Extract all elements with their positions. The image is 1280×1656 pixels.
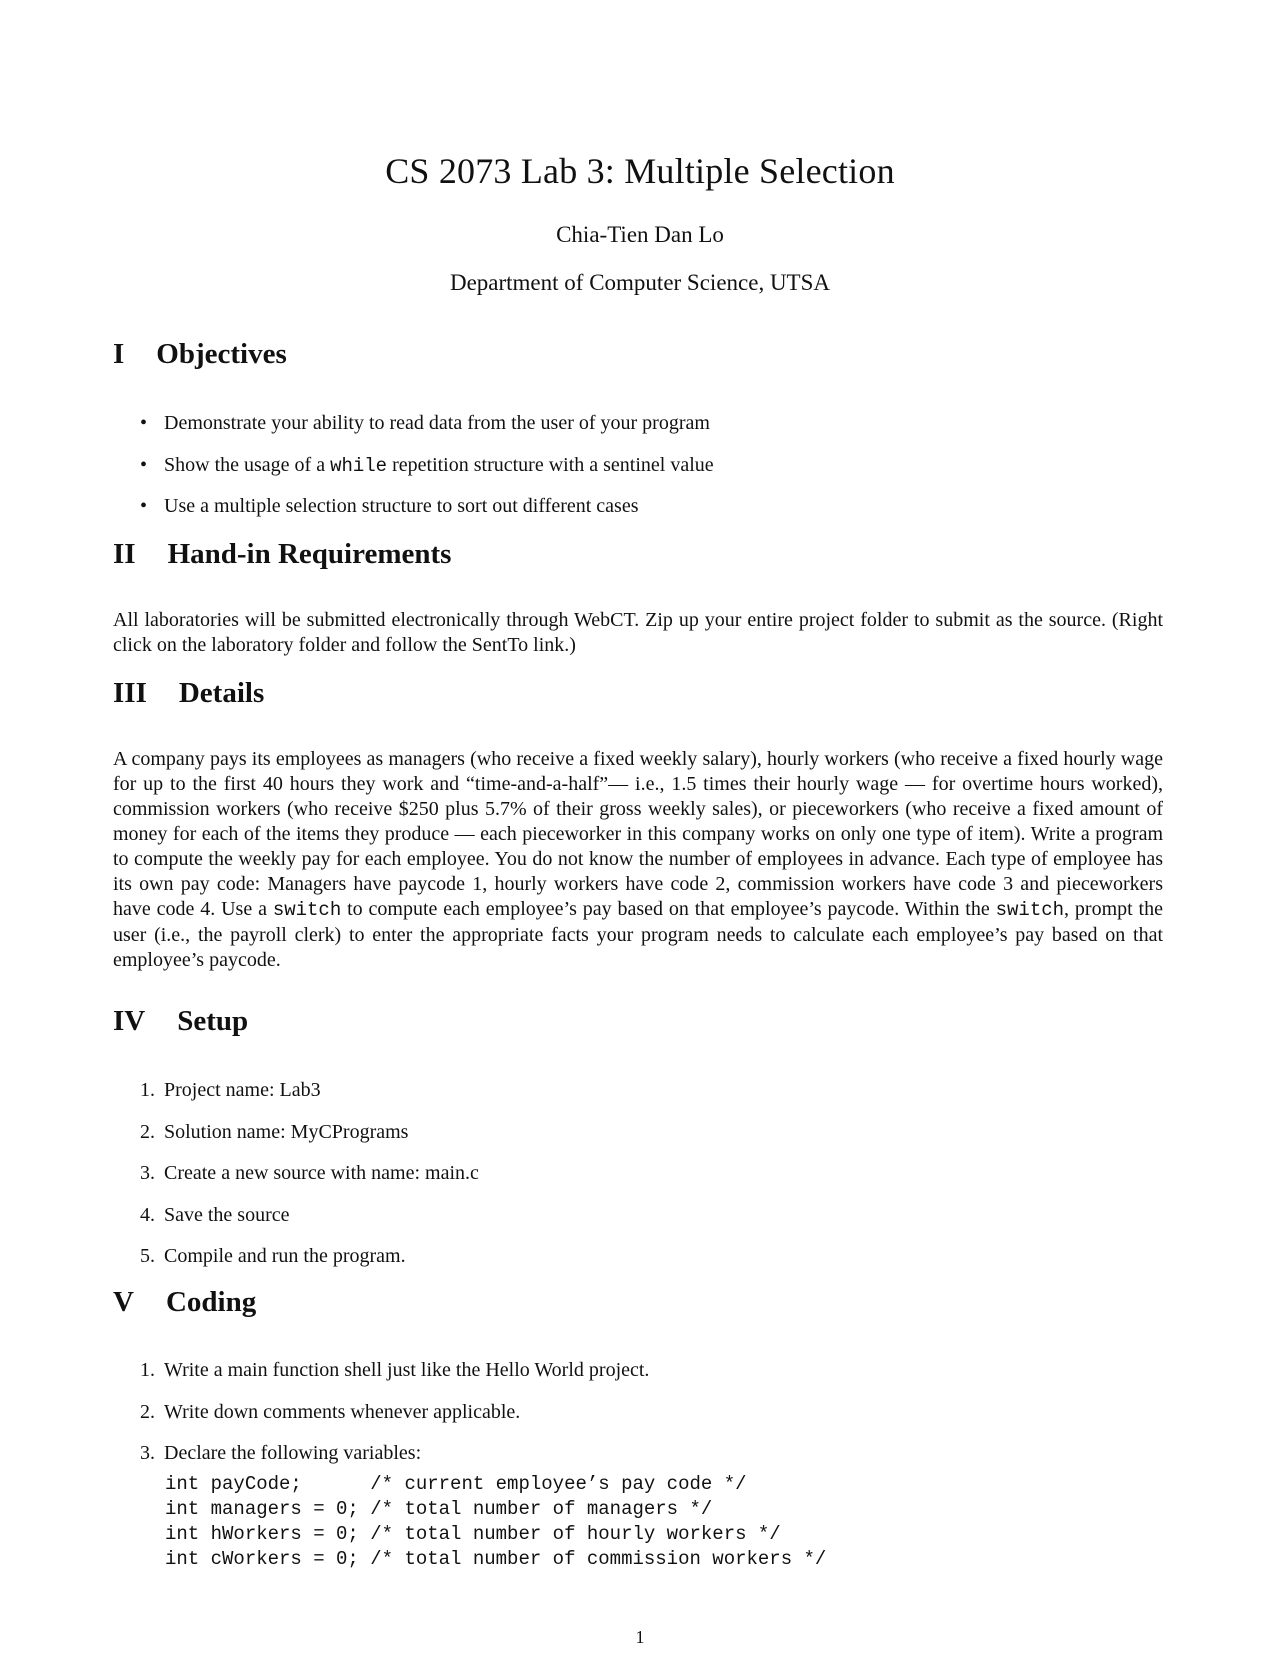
page-number: 1 [635, 1627, 645, 1647]
section-title: Coding [165, 1286, 257, 1318]
list-item [140, 486, 714, 528]
code-line: int hWorkers = 0; /* total number of hourly workers */ [165, 1523, 781, 1545]
author-affiliation: Department of Computer Science, UTSA [449, 270, 831, 295]
list-number: 5. [140, 1245, 155, 1268]
section-title: Setup [177, 1005, 249, 1037]
list-item-text: Write down comments whenever applicable. [164, 1400, 521, 1423]
bullet-icon: • [140, 495, 148, 518]
list-item-text: Project name: Lab3 [164, 1079, 321, 1102]
text-segment: to compute each employee’s pay based on that employee’s paycode. Within the [341, 898, 996, 920]
objectives-list [140, 403, 714, 528]
details-paragraph [113, 747, 1163, 973]
section-title: Objectives [156, 338, 287, 370]
list-number: 2. [140, 1400, 155, 1423]
list-item [140, 1392, 649, 1434]
inline-code: switch [272, 899, 342, 921]
bullet-icon: • [140, 412, 148, 435]
section-heading-objectives [113, 338, 287, 371]
list-item-text: Declare the following variables: [164, 1442, 422, 1465]
list-item [140, 1070, 479, 1112]
section-number: I [113, 338, 125, 370]
section-number: III [113, 677, 147, 709]
list-item [140, 1153, 479, 1195]
list-item-text: Demonstrate your ability to read data from the user of your program [164, 412, 710, 435]
section-number: II [113, 538, 136, 570]
section-heading-handin [113, 538, 451, 571]
section-number: V [113, 1286, 134, 1318]
list-item [140, 1236, 479, 1278]
list-item [140, 1433, 649, 1475]
coding-list [140, 1350, 649, 1475]
document-title: CS 2073 Lab 3: Multiple Selection [385, 151, 895, 191]
text-segment: repetition structure with a sentinel value [387, 453, 714, 476]
list-item [140, 1195, 479, 1237]
list-item-text [164, 454, 714, 477]
handin-paragraph: All laboratories will be submitted electronically through WebCT. Zip up your entire project folder to submit as the source. (Right click on the laboratory folder and follow the SentTo link.) [113, 609, 1163, 656]
section-title: Hand-in Requirements [167, 538, 452, 570]
list-number: 3. [140, 1162, 155, 1185]
setup-list [140, 1070, 479, 1278]
list-number: 3. [140, 1442, 155, 1465]
list-number: 1. [140, 1359, 155, 1382]
list-item [140, 1350, 649, 1392]
inline-code: while [330, 454, 388, 477]
section-heading-coding [113, 1286, 256, 1319]
section-title: Details [178, 677, 265, 709]
code-line: int cWorkers = 0; /* total number of commission workers */ [165, 1548, 827, 1570]
list-item [140, 403, 714, 445]
section-number: IV [113, 1005, 146, 1037]
section-heading-details [113, 677, 264, 710]
list-item [140, 445, 714, 487]
text-segment: , prompt the user (i.e., the payroll clerk) to enter the appropriate facts your program needs to calculate each employee’s pay based on that employee’s paycode. [113, 898, 1163, 971]
list-item [140, 1112, 479, 1154]
inline-code: switch [995, 899, 1065, 921]
code-block [165, 1472, 826, 1572]
bullet-icon: • [140, 453, 148, 476]
text-segment: A company pays its employees as managers (who receive a fixed weekly salary), hourly workers (who receive a fixed hourly wage for up to the first 40 hours they work and “time-and-a-half”— i.e., 1.5 times their hourly wage — for overtime hours worked), commission workers (who receive $250 plus 5.7% of their gross weekly sales), or pieceworkers (who receive a fixed amount of money for each of the items they produce — each pieceworker in this company works on only one type of item). Write a program to compute the weekly pay for each employee. You do not know the number of employees in advance. Each type of employee has its own pay code: Managers have paycode 1, hourly workers have code 2, commission workers have code 3 and pieceworkers have code 4. Use a [113, 748, 1163, 920]
code-line: int payCode; /* current employee’s pay code */ [165, 1473, 747, 1495]
list-item-text: Solution name: MyCPrograms [164, 1120, 409, 1143]
list-item-text: Compile and run the program. [164, 1245, 406, 1268]
list-number: 1. [140, 1079, 155, 1102]
list-item-text: Save the source [164, 1203, 290, 1226]
list-item-text: Write a main function shell just like the Hello World project. [164, 1359, 650, 1382]
list-item-text: Use a multiple selection structure to sort out different cases [164, 495, 639, 518]
list-item-text: Create a new source with name: main.c [164, 1162, 479, 1185]
list-number: 2. [140, 1120, 155, 1143]
section-heading-setup [113, 1005, 248, 1038]
text-segment: Show the usage of a [164, 453, 331, 476]
author-name: Chia-Tien Dan Lo [556, 222, 724, 247]
code-line: int managers = 0; /* total number of managers */ [165, 1498, 713, 1520]
list-number: 4. [140, 1203, 155, 1226]
